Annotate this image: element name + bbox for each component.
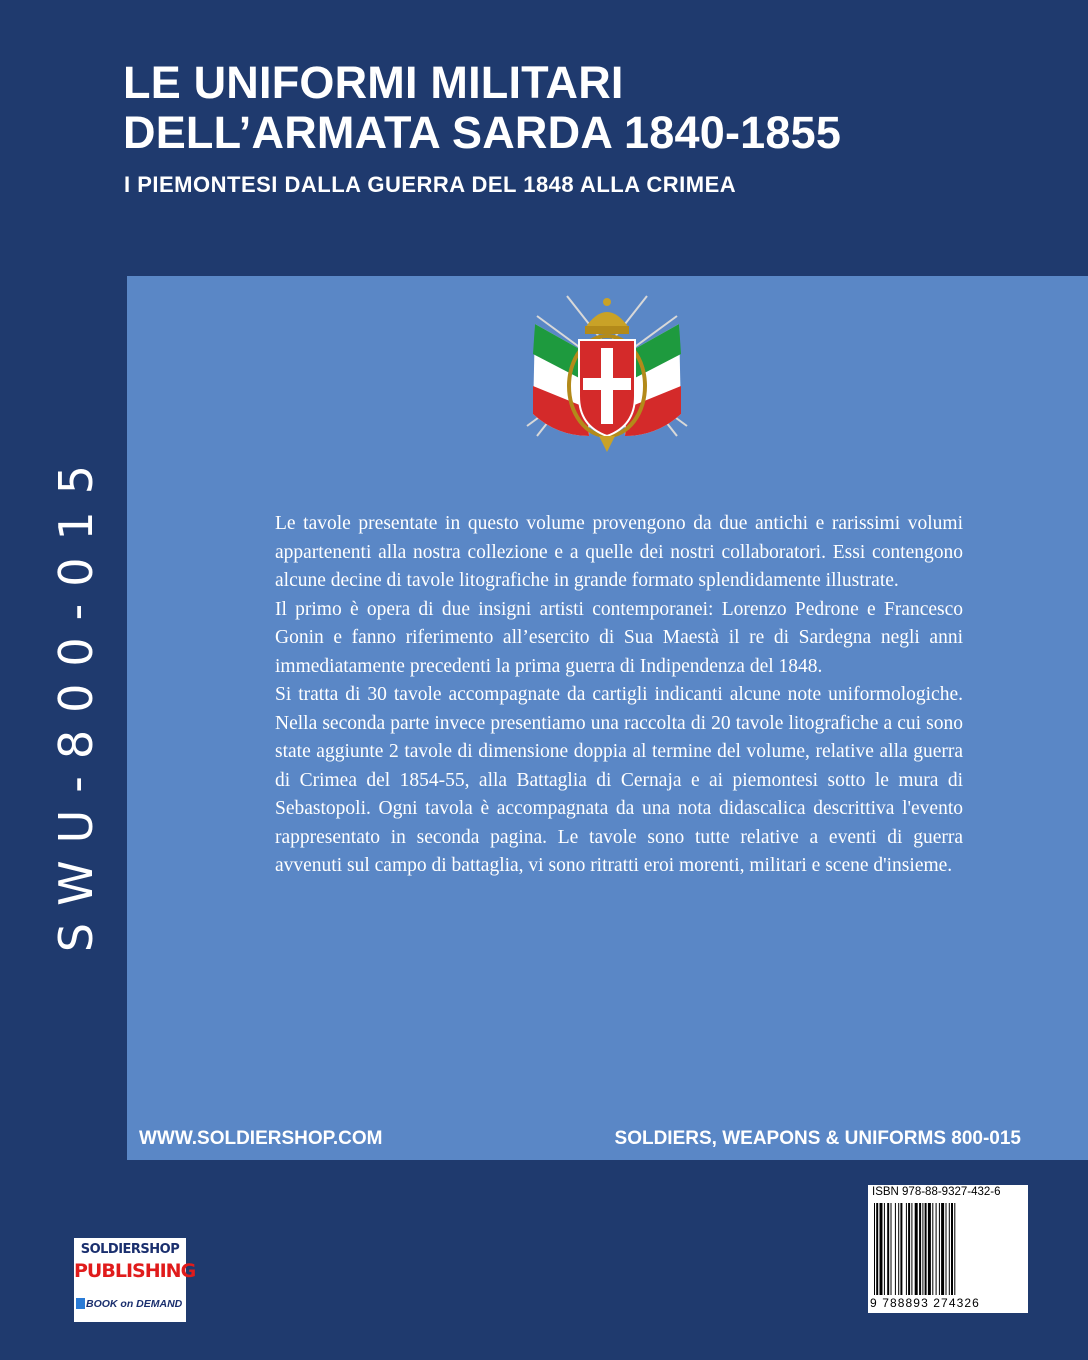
barcode-bars <box>874 1203 1022 1295</box>
barcode-bar <box>941 1203 944 1295</box>
isbn-barcode <box>868 1185 1028 1313</box>
book-subtitle: I PIEMONTESI DALLA GUERRA DEL 1848 ALLA CRIMEA <box>124 172 737 197</box>
barcode-bar <box>895 1203 896 1295</box>
barcode-bar <box>951 1203 953 1295</box>
publisher-logo-line1: SOLDIERSHOP <box>80 1242 180 1257</box>
title-line-2: DELL’ARMATA SARDA 1840-1855 <box>123 107 842 158</box>
barcode-bar <box>925 1203 927 1295</box>
barcode-bar <box>928 1203 931 1295</box>
title-line-1: LE UNIFORMI MILITARI <box>123 57 624 108</box>
content-panel <box>127 276 1088 1160</box>
website-link[interactable]: WWW.SOLDIERSHOP.COM <box>139 1128 383 1149</box>
publisher-logo <box>74 1238 196 1322</box>
barcode-bar <box>891 1203 892 1295</box>
barcode-bar <box>922 1203 923 1295</box>
barcode-bar <box>898 1203 899 1295</box>
description-text <box>275 510 963 881</box>
barcode-bar <box>932 1203 933 1295</box>
isbn-digits: 9 788893 274326 <box>870 1296 980 1310</box>
series-code-vertical: SWU-800-015 <box>49 447 103 953</box>
barcode-bar <box>876 1203 878 1295</box>
barcode-bar <box>884 1203 885 1295</box>
book-title <box>123 58 1063 158</box>
barcode-bar <box>900 1203 902 1295</box>
savoy-coat-of-arms-icon <box>497 286 717 456</box>
paragraph-1: Le tavole presentate in questo volume provengono da due antichi e rarissimi volumi appartenenti alla nostra collezione e a quelle dei nostri collaboratori. Essi contengono alcune decine di tavole litografiche in grande formato splendidamente illustrate. <box>275 513 963 591</box>
barcode-bar <box>906 1203 907 1295</box>
paragraph-2: Il primo è opera di due insigni artisti contemporanei: Lorenzo Pedrone e Francesco Gonin e fanno riferimento all’esercito di Sua Maestà il re di Sardegna negli anni immediatamente precedenti la prima guerra di Indipendenza del 1848. <box>275 598 963 677</box>
barcode-bar <box>887 1203 889 1295</box>
barcode-bar <box>915 1203 918 1295</box>
barcode-bar <box>880 1203 883 1295</box>
barcode-bar <box>946 1203 947 1295</box>
book-icon <box>76 1298 85 1309</box>
barcode-bar <box>919 1203 921 1295</box>
barcode-bar <box>939 1203 940 1295</box>
publisher-logo-line3: BOOK on DEMAND <box>86 1298 183 1310</box>
barcode-bar <box>949 1203 950 1295</box>
barcode-bar <box>936 1203 937 1295</box>
series-label: SOLDIERS, WEAPONS & UNIFORMS 800-015 <box>614 1128 1021 1149</box>
publisher-logo-line2: PUBLISHING <box>74 1260 196 1282</box>
barcode-bar <box>874 1203 875 1295</box>
isbn-label: ISBN 978-88-9327-432-6 <box>872 1186 1001 1198</box>
barcode-bar <box>911 1203 912 1295</box>
paragraph-3: Si tratta di 30 tavole accompagnate da cartigli indicanti alcune note uniformologiche. Nella seconda parte invece presentiamo una raccolta di 20 tavole litografiche a cui sono state aggiunte 2 tavole di dimensione doppia al termine del volume, relative alla guerra di Crimea del 1854-55, alla Battaglia di Cernaja e ai piemontesi sotto le mura di Sebastopoli. Ogni tavola è accompagnata da una nota didascalica descrittiva l'evento rappresentato in seconda pagina. Le tavole sono tutte relative a eventi di guerra avvenuti sul campo di battaglia, vi sono ritratti eroi morenti, militari e scene d'insieme. <box>275 684 963 876</box>
barcode-bar <box>908 1203 910 1295</box>
barcode-bar <box>954 1203 955 1295</box>
